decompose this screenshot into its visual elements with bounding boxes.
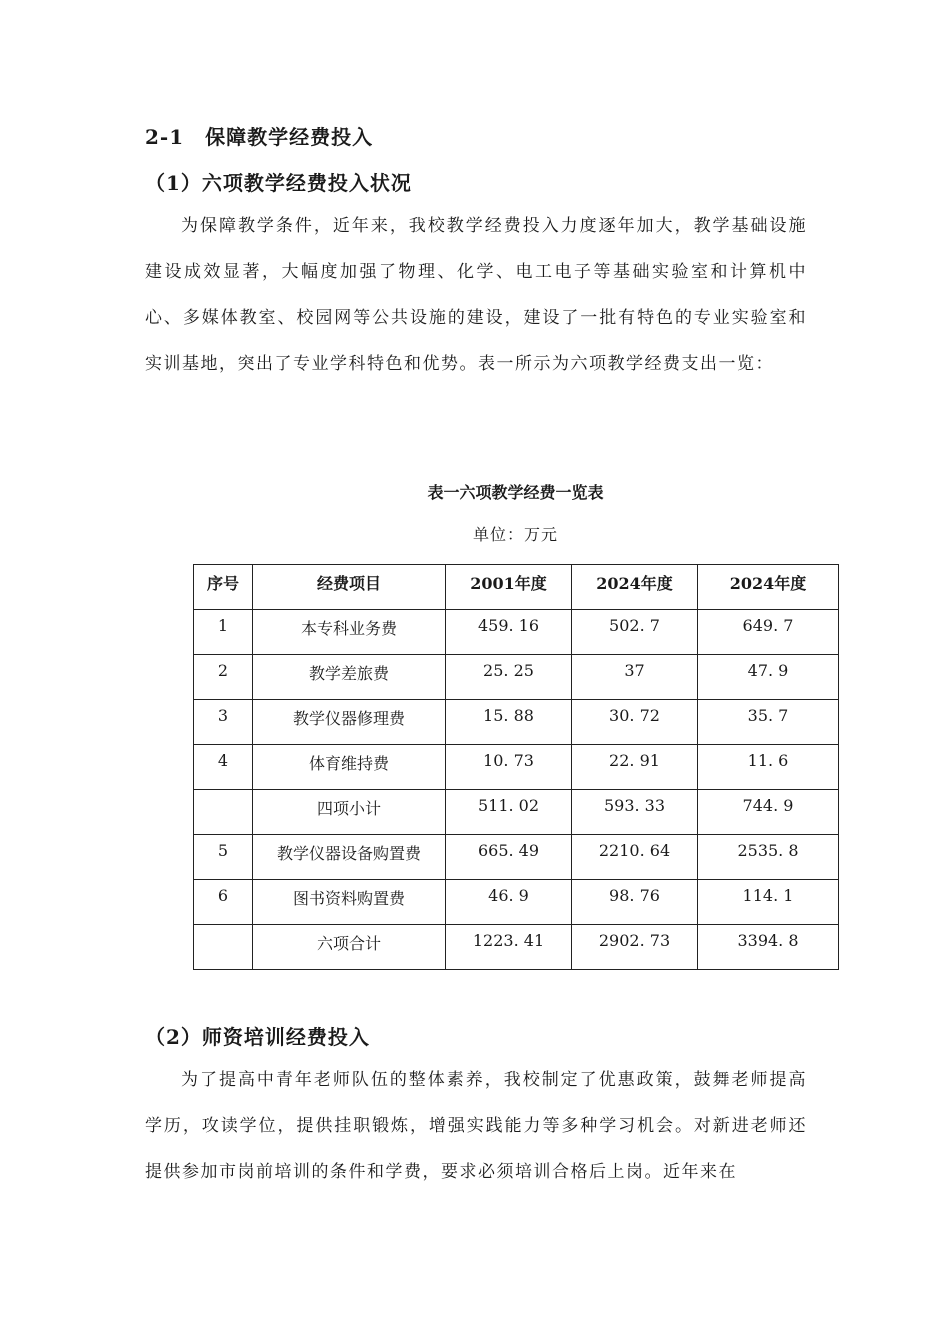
cell-item: 四项小计 <box>253 790 446 835</box>
cell-value: 2210. 64 <box>572 835 698 880</box>
cell-index <box>194 925 253 970</box>
cell-item: 本专科业务费 <box>253 610 446 655</box>
cell-value: 2535. 8 <box>698 835 839 880</box>
cell-item: 教学差旅费 <box>253 655 446 700</box>
header-year-2001: 2001年度 <box>446 565 572 610</box>
fees-table <box>193 564 839 970</box>
header-index: 序号 <box>194 565 253 610</box>
cell-value: 649. 7 <box>698 610 839 655</box>
cell-value: 35. 7 <box>698 700 839 745</box>
header-item: 经费项目 <box>253 565 446 610</box>
cell-index: 6 <box>194 880 253 925</box>
table-row-subtotal <box>194 790 839 835</box>
table-row-total <box>194 925 839 970</box>
cell-value: 459. 16 <box>446 610 572 655</box>
cell-value: 15. 88 <box>446 700 572 745</box>
cell-value: 2902. 73 <box>572 925 698 970</box>
cell-index: 4 <box>194 745 253 790</box>
table-row <box>194 700 839 745</box>
cell-item: 图书资料购置费 <box>253 880 446 925</box>
cell-value: 47. 9 <box>698 655 839 700</box>
header-year-b: 2024年度 <box>698 565 839 610</box>
cell-value: 1223. 41 <box>446 925 572 970</box>
cell-value: 665. 49 <box>446 835 572 880</box>
cell-index <box>194 790 253 835</box>
cell-index: 5 <box>194 835 253 880</box>
table-header-row <box>194 565 839 610</box>
cell-value: 10. 73 <box>446 745 572 790</box>
cell-value: 11. 6 <box>698 745 839 790</box>
cell-index: 3 <box>194 700 253 745</box>
cell-item: 教学仪器设备购置费 <box>253 835 446 880</box>
cell-value: 30. 72 <box>572 700 698 745</box>
cell-value: 3394. 8 <box>698 925 839 970</box>
cell-value: 37 <box>572 655 698 700</box>
cell-value: 114. 1 <box>698 880 839 925</box>
table-unit: 单位：万元 <box>472 525 558 544</box>
cell-item: 六项合计 <box>253 925 446 970</box>
cell-index: 1 <box>194 610 253 655</box>
table-row <box>194 610 839 655</box>
section-heading: 2-1 保障教学经费投入 <box>145 125 374 149</box>
cell-index: 2 <box>194 655 253 700</box>
cell-item: 教学仪器修理费 <box>253 700 446 745</box>
cell-value: 46. 9 <box>446 880 572 925</box>
cell-value: 744. 9 <box>698 790 839 835</box>
cell-value: 98. 76 <box>572 880 698 925</box>
cell-value: 593. 33 <box>572 790 698 835</box>
cell-item: 体育维持费 <box>253 745 446 790</box>
subsection-heading-1: （1）六项教学经费投入状况 <box>145 171 412 195</box>
table-row <box>194 655 839 700</box>
paragraph-2: 为了提高中青年老师队伍的整体素养，我校制定了优惠政策，鼓舞老师提高学历，攻读学位，提供挂职锻炼，增强实践能力等多种学习机会。对新进老师还提供参加市岗前培训的条件和学费，要求必须培训合格后上岗。近年来在 <box>145 1070 807 1182</box>
cell-value: 22. 91 <box>572 745 698 790</box>
cell-value: 511. 02 <box>446 790 572 835</box>
table-row <box>194 880 839 925</box>
subsection-heading-2: （2）师资培训经费投入 <box>145 1025 370 1049</box>
table-row <box>194 745 839 790</box>
table-row <box>194 835 839 880</box>
cell-value: 502. 7 <box>572 610 698 655</box>
cell-value: 25. 25 <box>446 655 572 700</box>
header-year-a: 2024年度 <box>572 565 698 610</box>
paragraph-1: 为保障教学条件，近年来，我校教学经费投入力度逐年加大，教学基础设施建设成效显著，大幅度加强了物理、化学、电工电子等基础实验室和计算机中心、多媒体教室、校园网等公共设施的建设，建设了一批有特色的专业实验室和实训基地，突出了专业学科特色和优势。表一所示为六项教学经费支出一览： <box>145 216 807 374</box>
table-title: 表一六项教学经费一览表 <box>427 483 604 502</box>
